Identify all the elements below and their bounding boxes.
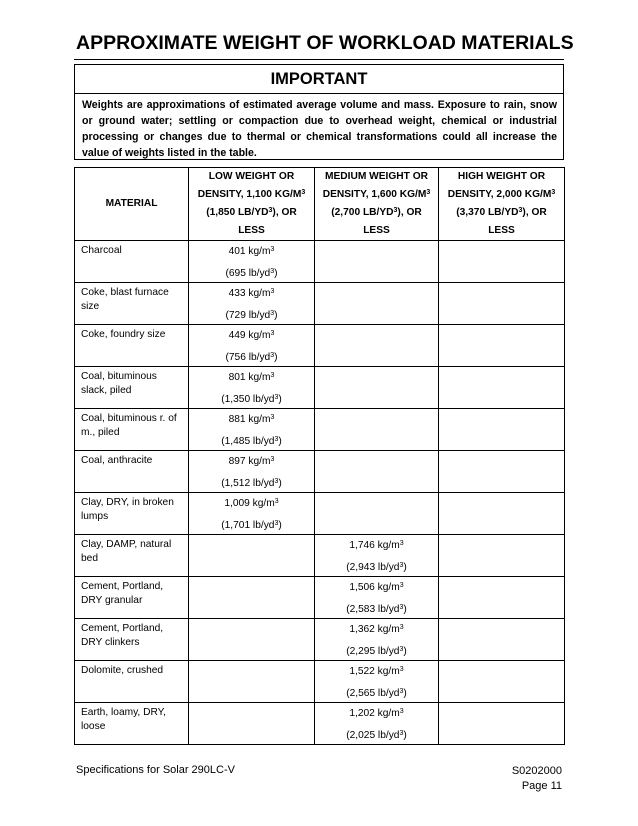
metric-sup: 3 [274, 498, 279, 505]
header-low [189, 168, 315, 241]
header-medium-sup1: 3 [426, 189, 431, 196]
table-header-row [75, 168, 565, 241]
footer-page-info [512, 764, 562, 794]
value-cell-medium [315, 241, 439, 283]
metric-value: 1,202 kg/m [349, 708, 400, 719]
imperial-close-paren: ) [403, 730, 407, 741]
value-cell-medium [315, 283, 439, 325]
value-cell-medium [315, 451, 439, 493]
metric-sup: 3 [399, 624, 404, 631]
imperial-density [315, 554, 438, 576]
imperial-close-paren: ) [403, 646, 407, 657]
metric-density [315, 577, 438, 596]
metric-value: 449 kg/m [228, 330, 271, 341]
imperial-close-paren: ) [403, 562, 407, 573]
value-cell-medium [315, 619, 439, 661]
table-row [75, 409, 565, 451]
header-medium-line2 [315, 186, 438, 204]
table-row [75, 619, 565, 661]
table-row [75, 577, 565, 619]
header-low-line2-text: DENSITY, 1,100 KG/M [197, 189, 302, 200]
value-cell-low [189, 703, 315, 745]
value-cell-high [439, 325, 565, 367]
imperial-value: (2,025 lb/yd [346, 730, 400, 741]
header-medium-line4: LESS [363, 225, 390, 236]
metric-density [315, 661, 438, 680]
material-name: Coke, blast furnace size [75, 283, 189, 325]
material-name: Coke, foundry size [75, 325, 189, 367]
header-high-line1: HIGH WEIGHT OR [457, 171, 546, 182]
metric-sup: 3 [270, 288, 275, 295]
header-low-sup1: 3 [301, 189, 306, 196]
value-cell-low [189, 619, 315, 661]
metric-density [189, 283, 314, 302]
imperial-value: (695 lb/yd [225, 268, 271, 279]
header-medium-line3b: ), OR [397, 207, 422, 218]
value-cell-high [439, 577, 565, 619]
header-medium-line3a: (2,700 LB/YD [331, 207, 394, 218]
header-high-line3a: (3,370 LB/YD [456, 207, 519, 218]
imperial-sup: 3 [399, 604, 404, 611]
imperial-value: (1,485 lb/yd [221, 436, 275, 447]
value-cell-low [189, 241, 315, 283]
imperial-density [315, 680, 438, 702]
header-low-line1: LOW WEIGHT OR [208, 171, 295, 182]
material-name: Coal, bituminous slack, piled [75, 367, 189, 409]
imperial-density [189, 302, 314, 324]
metric-sup: 3 [270, 330, 275, 337]
imperial-density [315, 638, 438, 660]
imperial-close-paren: ) [403, 688, 407, 699]
title-underline [74, 59, 564, 60]
value-cell-medium [315, 535, 439, 577]
header-high-line2-text: DENSITY, 2,000 KG/M [447, 189, 552, 200]
metric-density [189, 367, 314, 386]
footer-page-number: Page 11 [521, 780, 562, 792]
table-row [75, 325, 565, 367]
value-cell-high [439, 451, 565, 493]
metric-sup: 3 [270, 414, 275, 421]
material-name: Clay, DRY, in broken lumps [75, 493, 189, 535]
metric-density [189, 241, 314, 260]
metric-density [189, 493, 314, 512]
header-low-line3a: (1,850 LB/YD [206, 207, 269, 218]
value-cell-medium [315, 661, 439, 703]
metric-density [315, 619, 438, 638]
table-row [75, 241, 565, 283]
metric-density [315, 703, 438, 722]
metric-value: 801 kg/m [228, 372, 271, 383]
imperial-value: (2,565 lb/yd [346, 688, 400, 699]
value-cell-medium [315, 703, 439, 745]
imperial-value: (1,512 lb/yd [221, 478, 275, 489]
header-medium-line2-text: DENSITY, 1,600 KG/M [322, 189, 427, 200]
imperial-close-paren: ) [274, 310, 278, 321]
imperial-value: (756 lb/yd [225, 352, 271, 363]
table-row [75, 703, 565, 745]
important-notice [74, 64, 564, 160]
value-cell-low [189, 409, 315, 451]
table-row [75, 283, 565, 325]
imperial-density [189, 470, 314, 492]
header-high-line3 [439, 204, 564, 222]
metric-value: 1,362 kg/m [349, 624, 400, 635]
header-low-line2 [189, 186, 314, 204]
imperial-sup: 3 [270, 310, 275, 317]
value-cell-high [439, 241, 565, 283]
imperial-sup: 3 [399, 562, 404, 569]
imperial-value: (1,701 lb/yd [221, 520, 275, 531]
metric-sup: 3 [270, 372, 275, 379]
header-high-sup2: 3 [518, 207, 523, 214]
value-cell-low [189, 493, 315, 535]
metric-sup: 3 [399, 582, 404, 589]
header-medium [315, 168, 439, 241]
imperial-density [315, 596, 438, 618]
metric-density [189, 325, 314, 344]
imperial-density [189, 386, 314, 408]
header-low-sup2: 3 [268, 207, 273, 214]
imperial-close-paren: ) [278, 436, 282, 447]
imperial-density [189, 512, 314, 534]
header-medium-line1: MEDIUM WEIGHT OR [325, 171, 428, 182]
value-cell-low [189, 283, 315, 325]
value-cell-high [439, 409, 565, 451]
value-cell-high [439, 493, 565, 535]
imperial-sup: 3 [399, 688, 404, 695]
imperial-sup: 3 [274, 436, 279, 443]
notice-text: Weights are approximations of estimated average volume and mass. Exposure to rain, snow or ground water; settling or compaction due to overhead weight, chemical or industrial processing or changes due to thermal or chemical transformations could all increase the value of weights listed in the table. [82, 99, 557, 159]
imperial-close-paren: ) [274, 268, 278, 279]
metric-density [315, 535, 438, 554]
header-low-line3 [189, 204, 314, 222]
header-high-line4: LESS [488, 225, 515, 236]
table-row [75, 493, 565, 535]
header-medium-sup2: 3 [393, 207, 398, 214]
footer-document-title: Specifications for Solar 290LC-V [76, 764, 235, 776]
table-row [75, 535, 565, 577]
value-cell-high [439, 367, 565, 409]
value-cell-low [189, 577, 315, 619]
value-cell-high [439, 283, 565, 325]
imperial-sup: 3 [274, 520, 279, 527]
header-high-sup1: 3 [551, 189, 556, 196]
header-material: MATERIAL [75, 168, 189, 241]
imperial-density [315, 722, 438, 744]
imperial-value: (2,295 lb/yd [346, 646, 400, 657]
table-row [75, 661, 565, 703]
material-name: Charcoal [75, 241, 189, 283]
value-cell-medium [315, 409, 439, 451]
imperial-value: (1,350 lb/yd [221, 394, 275, 405]
metric-density [189, 451, 314, 470]
metric-sup: 3 [399, 708, 404, 715]
material-name: Cement, Portland, DRY clinkers [75, 619, 189, 661]
value-cell-high [439, 535, 565, 577]
metric-value: 897 kg/m [228, 456, 271, 467]
value-cell-medium [315, 367, 439, 409]
header-medium-line3 [315, 204, 438, 222]
metric-value: 1,009 kg/m [224, 498, 275, 509]
metric-sup: 3 [399, 540, 404, 547]
metric-sup: 3 [270, 246, 275, 253]
metric-value: 401 kg/m [228, 246, 271, 257]
value-cell-low [189, 661, 315, 703]
imperial-value: (2,943 lb/yd [346, 562, 400, 573]
imperial-density [189, 428, 314, 450]
imperial-value: (729 lb/yd [225, 310, 271, 321]
value-cell-high [439, 661, 565, 703]
metric-value: 881 kg/m [228, 414, 271, 425]
imperial-sup: 3 [274, 478, 279, 485]
imperial-sup: 3 [270, 352, 275, 359]
imperial-sup: 3 [399, 646, 404, 653]
value-cell-medium [315, 493, 439, 535]
imperial-close-paren: ) [278, 394, 282, 405]
metric-value: 1,506 kg/m [349, 582, 400, 593]
materials-table [74, 167, 565, 745]
metric-value: 1,522 kg/m [349, 666, 400, 677]
table-row [75, 367, 565, 409]
imperial-close-paren: ) [278, 478, 282, 489]
value-cell-low [189, 535, 315, 577]
value-cell-medium [315, 325, 439, 367]
material-name: Clay, DAMP, natural bed [75, 535, 189, 577]
metric-sup: 3 [399, 666, 404, 673]
value-cell-low [189, 325, 315, 367]
header-high-line2 [439, 186, 564, 204]
metric-value: 433 kg/m [228, 288, 271, 299]
material-name: Coal, bituminous r. of m., piled [75, 409, 189, 451]
material-name: Cement, Portland, DRY granular [75, 577, 189, 619]
footer-doc-number: S0202000 [511, 765, 562, 777]
value-cell-medium [315, 577, 439, 619]
metric-density [189, 409, 314, 428]
material-name: Dolomite, crushed [75, 661, 189, 703]
page-title: APPROXIMATE WEIGHT OF WORKLOAD MATERIALS [76, 32, 574, 54]
imperial-close-paren: ) [274, 352, 278, 363]
header-high [439, 168, 565, 241]
imperial-density [189, 344, 314, 366]
header-low-line3b: ), OR [272, 207, 297, 218]
material-name: Earth, loamy, DRY, loose [75, 703, 189, 745]
value-cell-low [189, 451, 315, 493]
metric-sup: 3 [270, 456, 275, 463]
imperial-close-paren: ) [278, 520, 282, 531]
imperial-sup: 3 [274, 394, 279, 401]
imperial-sup: 3 [399, 730, 404, 737]
table-row [75, 451, 565, 493]
imperial-density [189, 260, 314, 282]
notice-heading: IMPORTANT [75, 65, 563, 94]
header-high-line3b: ), OR [522, 207, 547, 218]
value-cell-low [189, 367, 315, 409]
value-cell-high [439, 619, 565, 661]
value-cell-high [439, 703, 565, 745]
imperial-close-paren: ) [403, 604, 407, 615]
header-low-line4: LESS [238, 225, 265, 236]
imperial-value: (2,583 lb/yd [346, 604, 400, 615]
material-name: Coal, anthracite [75, 451, 189, 493]
imperial-sup: 3 [270, 268, 275, 275]
metric-value: 1,746 kg/m [349, 540, 400, 551]
